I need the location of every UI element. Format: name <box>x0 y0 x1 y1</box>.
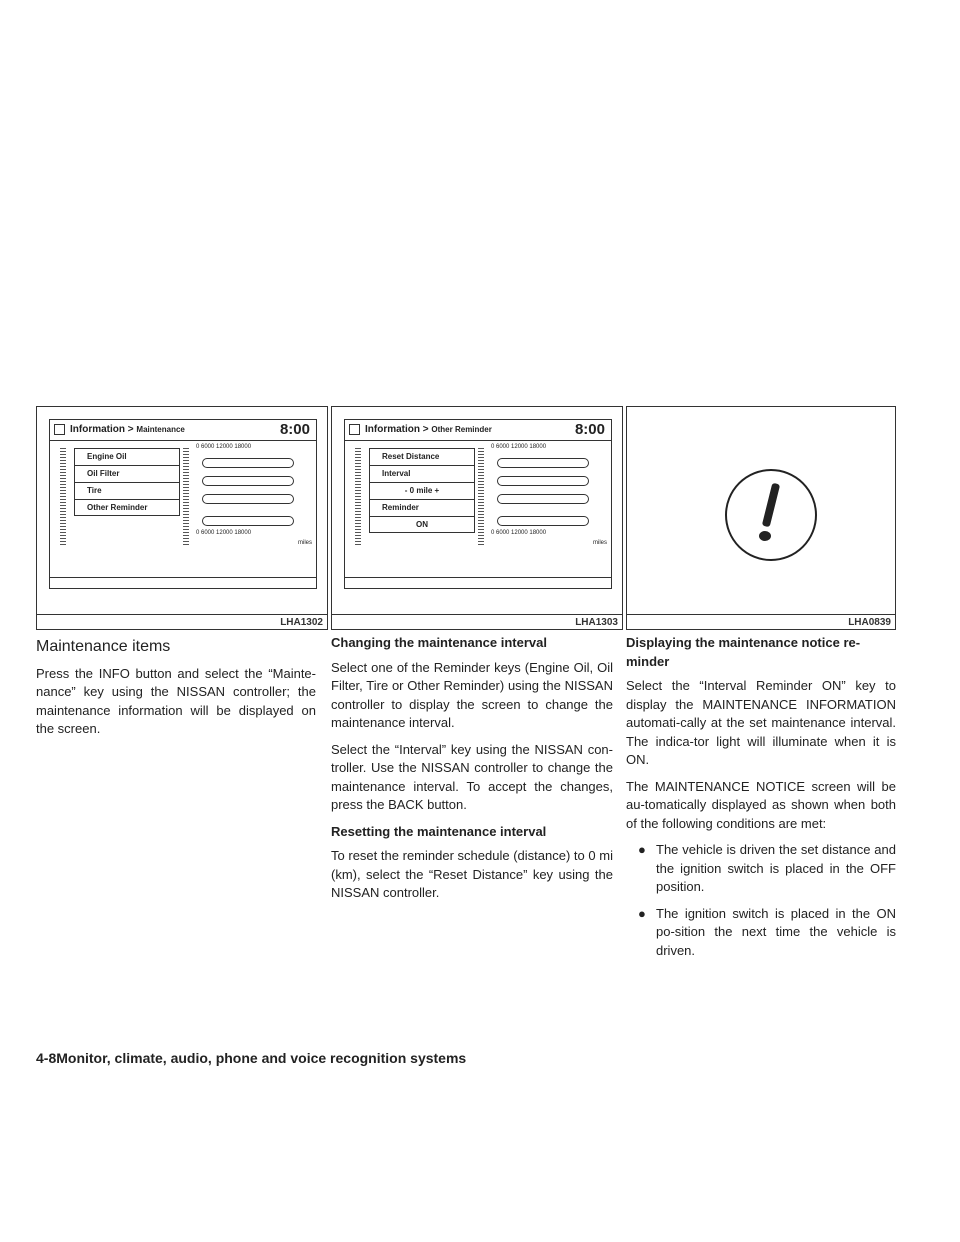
screen-footer <box>345 577 611 578</box>
menu-item-interval: Interval <box>369 465 475 482</box>
screen-header <box>50 420 316 441</box>
scroll-indicator-left <box>60 446 66 546</box>
screen-clock: 8:00 <box>574 421 605 438</box>
section-heading: Resetting the maintenance interval <box>331 823 547 839</box>
mileage-bar <box>497 458 589 468</box>
exclamation-dot-icon <box>759 531 771 541</box>
paragraph: Press the INFO button and select the “Mainte-nance” key using the NISSAN controller; the maintenance information will be displayed on the screen. <box>36 665 316 736</box>
figure-warning-icon <box>626 406 896 630</box>
figure-maintenance-screen <box>36 406 328 630</box>
display-screen <box>49 419 317 589</box>
mileage-bar <box>497 476 589 486</box>
menu-item-reset-distance: Reset Distance <box>369 448 475 465</box>
bullet-text: The ignition switch is placed in the ON po-sition the next time the vehicle is driven. <box>656 905 896 958</box>
mileage-bar <box>497 516 589 526</box>
mileage-bar <box>202 494 294 504</box>
paragraph: Select the “Interval Reminder ON” key to display the MAINTENANCE INFORMATION automati-cally at the set maintenance interval. The indica-tor light will illuminate when it is ON. <box>626 678 896 767</box>
interval-stepper: - 0 mile + <box>369 482 475 499</box>
display-screen <box>344 419 612 589</box>
figure-label: LHA0839 <box>848 617 891 628</box>
menu-item-engine-oil: Engine Oil <box>74 448 180 465</box>
mileage-scale-top: 0 6000 12000 18000 <box>491 444 547 450</box>
menu-item-reminder: Reminder <box>369 499 475 516</box>
reminder-toggle: ON <box>369 516 475 533</box>
mileage-unit: miles <box>593 540 608 546</box>
bullet-icon: ● <box>638 842 646 857</box>
paragraph: The MAINTENANCE NOTICE screen will be au-tomatically displayed as shown when both of the following conditions are met: <box>626 778 896 831</box>
scroll-indicator-left <box>355 446 361 546</box>
info-icon <box>54 424 65 435</box>
mileage-scale-top: 0 6000 12000 18000 <box>196 444 252 450</box>
bullet-icon: ● <box>638 905 646 921</box>
column-maintenance-items <box>36 634 316 747</box>
section-heading: Displaying the maintenance notice re-minder <box>626 635 861 669</box>
chapter-title: Monitor, climate, audio, phone and voice recognition systems <box>56 1050 467 1066</box>
screen-title: Information > Maintenance <box>70 424 185 435</box>
menu-item-oil-filter: Oil Filter <box>74 465 180 482</box>
settings-menu <box>369 448 475 533</box>
page-number: 4-8 <box>36 1050 57 1066</box>
column-changing-interval <box>331 634 613 911</box>
mileage-bar <box>202 458 294 468</box>
mileage-scale-bottom: 0 6000 12000 18000 <box>196 530 252 536</box>
info-icon <box>349 424 360 435</box>
bullet-text: The vehicle is driven the set distance and the ignition switch is placed in the OFF position. <box>656 842 896 894</box>
mileage-bar <box>202 516 294 526</box>
figure-divider <box>37 614 327 615</box>
list-item <box>638 905 896 961</box>
page-footer <box>36 1050 466 1066</box>
mileage-bar <box>497 494 589 504</box>
screen-header <box>345 420 611 441</box>
paragraph: Select the “Interval” key using the NISSAN con-troller. Use the NISSAN controller to change the maintenance interval. To accept the changes, press the BACK button. <box>331 741 613 812</box>
mileage-scale-bottom: 0 6000 12000 18000 <box>491 530 547 536</box>
mileage-bar <box>202 476 294 486</box>
screen-footer <box>50 577 316 578</box>
menu-item-tire: Tire <box>74 482 180 499</box>
section-heading: Changing the maintenance interval <box>331 635 547 650</box>
scroll-indicator-right <box>183 446 189 546</box>
screen-clock: 8:00 <box>279 421 310 438</box>
figure-other-reminder-screen <box>331 406 623 630</box>
section-heading: Maintenance items <box>36 638 171 655</box>
column-notice-reminder <box>626 634 896 968</box>
menu-item-other-reminder: Other Reminder <box>74 499 180 516</box>
paragraph: Select one of the Reminder keys (Engine Oil, Oil Filter, Tire or Other Reminder) using the NISSAN controller to display the screen to change the maintenance interval. <box>331 659 613 730</box>
list-item <box>638 841 896 897</box>
figure-label: LHA1303 <box>575 617 618 628</box>
scroll-indicator-right <box>478 446 484 546</box>
mileage-unit: miles <box>298 540 313 546</box>
figure-divider <box>627 614 895 615</box>
screen-title: Information > Other Reminder <box>365 424 492 435</box>
figure-divider <box>332 614 622 615</box>
reminder-menu <box>74 448 180 516</box>
paragraph: To reset the reminder schedule (distance) to 0 mi (km), select the “Reset Distance” key using the NISSAN controller. <box>331 848 613 900</box>
figure-label: LHA1302 <box>280 617 323 628</box>
